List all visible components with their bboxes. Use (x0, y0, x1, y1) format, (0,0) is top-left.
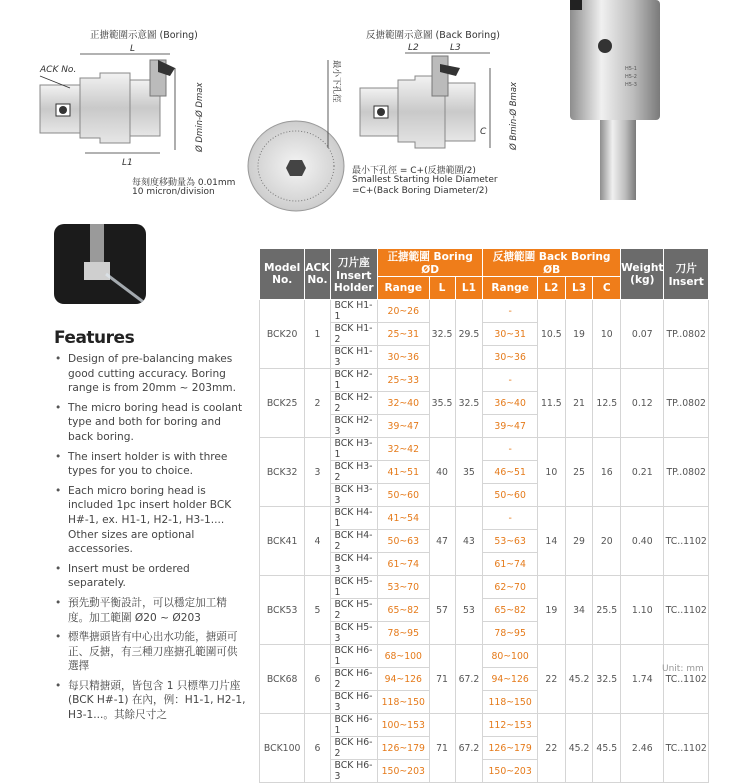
boring-range-cell: 78~95 (378, 622, 429, 645)
table-row (260, 645, 709, 668)
l2-cell: 19 (538, 576, 566, 645)
l3-cell: 45.2 (565, 645, 593, 714)
feature-item: • Insert must be ordered separately. (54, 562, 246, 591)
boring-range-cell: 32~42 (378, 438, 429, 461)
back-range-cell: 112~153 (483, 714, 538, 737)
l2-cell: 22 (538, 645, 566, 714)
boring-range-cell: 25~33 (378, 369, 429, 392)
back-range-cell: 30~31 (483, 323, 538, 346)
model-cell: BCK20 (260, 300, 305, 369)
back-range-cell: 118~150 (483, 691, 538, 714)
holder-cell: BCK H4-1 (330, 507, 378, 530)
ack-no-label: ACK No. (40, 65, 77, 75)
l-cell: 47 (429, 507, 455, 576)
feature-item: • Each micro boring head is included 1pc insert holder BCK H#-1, ex. H1-1, H2-1, H3-1.... Other sizes are optional accessories. (54, 484, 246, 557)
boring-range-cell: 100~153 (378, 714, 429, 737)
holder-cell: BCK H3-1 (330, 438, 378, 461)
header-ack: ACK No. (305, 249, 330, 300)
formula-zh: 最小下孔徑 = C+(反搪範圍/2) (352, 166, 476, 176)
weight-cell: 0.07 (621, 300, 664, 369)
boring-diagram-title: 正搪範圍示意圖 (Boring) (90, 30, 198, 41)
ack-cell: 6 (305, 714, 330, 783)
weight-cell: 1.74 (621, 645, 664, 714)
ack-cell: 5 (305, 576, 330, 645)
l1-cell: 32.5 (455, 369, 483, 438)
l3-label: L3 (450, 43, 461, 53)
feature-item: • 每只精搪頭，皆包含 1 只標準刀片座 (BCK H#-1) 在內，例：H1-1, H2-1, H3-1...。其餘尺寸之 (54, 679, 246, 723)
back-range-cell: - (483, 300, 538, 323)
insert-cell: TC..1102 (664, 507, 709, 576)
l-cell: 71 (429, 714, 455, 783)
l3-cell: 25 (565, 438, 593, 507)
header-range: Range (378, 277, 429, 300)
holder-cell: BCK H1-1 (330, 300, 378, 323)
back-range-cell: 80~100 (483, 645, 538, 668)
table-row (260, 300, 709, 323)
ack-cell: 3 (305, 438, 330, 507)
header-back-boring-group: 反搪範圍 Back Boring ØB (483, 249, 621, 277)
back-range-cell: 94~126 (483, 668, 538, 691)
l-cell: 32.5 (429, 300, 455, 369)
formula-en-1: Smallest Starting Hole Diameter (352, 175, 498, 185)
l1-cell: 67.2 (455, 714, 483, 783)
back-range-cell: 36~40 (483, 392, 538, 415)
unit-note: Unit: mm (662, 664, 704, 674)
svg-text:H5-1: H5-1 (625, 66, 637, 72)
l2-cell: 14 (538, 507, 566, 576)
back-range-cell: 39~47 (483, 415, 538, 438)
table-row (260, 369, 709, 392)
holder-cell: BCK H2-3 (330, 415, 378, 438)
l3-cell: 29 (565, 507, 593, 576)
header-l: L (429, 277, 455, 300)
boring-range-cell: 20~26 (378, 300, 429, 323)
boring-range-cell: 41~54 (378, 507, 429, 530)
weight-cell: 0.40 (621, 507, 664, 576)
back-range-cell: - (483, 507, 538, 530)
model-cell: BCK68 (260, 645, 305, 714)
features-title: Features (54, 328, 135, 348)
holder-cell: BCK H4-2 (330, 530, 378, 553)
holder-cell: BCK H3-3 (330, 484, 378, 507)
ack-cell: 4 (305, 507, 330, 576)
boring-range-cell: 126~179 (378, 737, 429, 760)
holder-cell: BCK H2-2 (330, 392, 378, 415)
feature-item: • The micro boring head is coolant type and both for boring and back boring. (54, 401, 246, 445)
holder-cell: BCK H5-1 (330, 576, 378, 599)
c-cell: 10 (593, 300, 621, 369)
formula-en-2: =C+(Back Boring Diameter/2) (352, 186, 489, 196)
back-range-cell: - (483, 438, 538, 461)
weight-cell: 0.12 (621, 369, 664, 438)
holder-cell: BCK H6-2 (330, 737, 378, 760)
table-row (260, 507, 709, 530)
table-row (260, 714, 709, 737)
holder-cell: BCK H6-1 (330, 645, 378, 668)
c-cell: 20 (593, 507, 621, 576)
ack-cell: 6 (305, 645, 330, 714)
header-model: Model No. (260, 249, 305, 300)
holder-cell: BCK H5-2 (330, 599, 378, 622)
l1-cell: 35 (455, 438, 483, 507)
boring-head-photo (545, 0, 680, 210)
header-insert: 刀片 Insert (664, 249, 709, 300)
model-cell: BCK53 (260, 576, 305, 645)
insert-cell: TP..0802 (664, 300, 709, 369)
header-l2: L2 (538, 277, 566, 300)
c-cell: 16 (593, 438, 621, 507)
weight-cell: 2.46 (621, 714, 664, 783)
header-c: C (593, 277, 621, 300)
l2-cell: 10.5 (538, 300, 566, 369)
l1-cell: 53 (455, 576, 483, 645)
boring-range-cell: 65~82 (378, 599, 429, 622)
c-cell: 25.5 (593, 576, 621, 645)
boring-range-cell: 30~36 (378, 346, 429, 369)
boring-diagram (30, 40, 250, 190)
l2-label: L2 (408, 43, 419, 53)
l-cell: 71 (429, 645, 455, 714)
model-cell: BCK25 (260, 369, 305, 438)
back-boring-diagram (320, 38, 530, 158)
back-range-cell: 65~82 (483, 599, 538, 622)
c-cell: 32.5 (593, 645, 621, 714)
boring-dim-label: Ø Dmin-Ø Dmax (195, 82, 205, 152)
insert-cell: TC..1102 (664, 576, 709, 645)
features-list (54, 352, 246, 728)
insert-cell: TC..1102 (664, 714, 709, 783)
back-range-cell: 126~179 (483, 737, 538, 760)
back-range-cell: 46~51 (483, 461, 538, 484)
l1-cell: 29.5 (455, 300, 483, 369)
feature-item: • The insert holder is with three types for you to choice. (54, 450, 246, 479)
header-weight: Weight (kg) (621, 249, 664, 300)
coolant-inset-photo (54, 224, 146, 304)
feature-item: • 標準搪頭皆有中心出水功能，搪頭可正、反搪，有三種刀座搪孔範圍可供選擇 (54, 630, 246, 674)
boring-range-cell: 32~40 (378, 392, 429, 415)
holder-cell: BCK H6-3 (330, 760, 378, 783)
back-range-cell: 62~70 (483, 576, 538, 599)
boring-range-cell: 150~203 (378, 760, 429, 783)
l-cell: 35.5 (429, 369, 455, 438)
back-range-cell: - (483, 369, 538, 392)
header-l3: L3 (565, 277, 593, 300)
l-cell: 57 (429, 576, 455, 645)
model-cell: BCK100 (260, 714, 305, 783)
holder-cell: BCK H5-3 (330, 622, 378, 645)
holder-cell: BCK H1-2 (330, 323, 378, 346)
boring-range-cell: 61~74 (378, 553, 429, 576)
dial-note-zh: 每刻度移動量為 0.01mm (132, 178, 236, 188)
header-range-back: Range (483, 277, 538, 300)
back-dim-label: Ø Bmin-Ø Bmax (509, 81, 519, 150)
ack-cell: 2 (305, 369, 330, 438)
boring-range-cell: 39~47 (378, 415, 429, 438)
l2-cell: 10 (538, 438, 566, 507)
l3-cell: 34 (565, 576, 593, 645)
weight-cell: 0.21 (621, 438, 664, 507)
l3-cell: 45.2 (565, 714, 593, 783)
spec-table (259, 248, 709, 783)
c-cell: 45.5 (593, 714, 621, 783)
weight-cell: 1.10 (621, 576, 664, 645)
boring-range-cell: 25~31 (378, 323, 429, 346)
insert-cell: TP..0802 (664, 369, 709, 438)
header-holder: 刀片座 Insert Holder (330, 249, 378, 300)
table-row (260, 438, 709, 461)
l2-cell: 11.5 (538, 369, 566, 438)
boring-range-cell: 50~60 (378, 484, 429, 507)
back-range-cell: 53~63 (483, 530, 538, 553)
holder-cell: BCK H2-1 (330, 369, 378, 392)
back-range-cell: 61~74 (483, 553, 538, 576)
l1-cell: 43 (455, 507, 483, 576)
holder-cell: BCK H3-2 (330, 461, 378, 484)
l2-cell: 22 (538, 714, 566, 783)
boring-l1-label: L1 (122, 158, 133, 168)
table-row (260, 576, 709, 599)
model-cell: BCK32 (260, 438, 305, 507)
back-range-cell: 50~60 (483, 484, 538, 507)
l3-cell: 19 (565, 300, 593, 369)
c-cell: 12.5 (593, 369, 621, 438)
feature-item: • 預先動平衡設計，可以穩定加工精度。加工範圍 Ø20 ~ Ø203 (54, 596, 246, 625)
header-boring-group: 正搪範圍 Boring ØD (378, 249, 483, 277)
insert-cell: TP..0802 (664, 438, 709, 507)
header-l1: L1 (455, 277, 483, 300)
l-cell: 40 (429, 438, 455, 507)
boring-range-cell: 50~63 (378, 530, 429, 553)
boring-range-cell: 41~51 (378, 461, 429, 484)
holder-cell: BCK H6-3 (330, 691, 378, 714)
l3-cell: 21 (565, 369, 593, 438)
svg-text:H5-3: H5-3 (625, 82, 637, 88)
feature-item: • Design of pre-balancing makes good cutting accuracy. Boring range is from 20mm ~ 203mm. (54, 352, 246, 396)
back-range-cell: 78~95 (483, 622, 538, 645)
svg-text:H5-2: H5-2 (625, 74, 637, 80)
ack-cell: 1 (305, 300, 330, 369)
l1-cell: 67.2 (455, 645, 483, 714)
boring-range-cell: 118~150 (378, 691, 429, 714)
holder-cell: BCK H6-1 (330, 714, 378, 737)
model-cell: BCK41 (260, 507, 305, 576)
insert-cell: TC..1102 (664, 645, 709, 714)
back-range-cell: 150~203 (483, 760, 538, 783)
dial-note-en: 10 micron/division (132, 187, 215, 197)
holder-cell: BCK H6-2 (330, 668, 378, 691)
back-range-cell: 30~36 (483, 346, 538, 369)
holder-cell: BCK H1-3 (330, 346, 378, 369)
boring-range-cell: 94~126 (378, 668, 429, 691)
boring-range-cell: 68~100 (378, 645, 429, 668)
min-hole-vertical-label: 最小下孔徑 (331, 60, 341, 103)
back-boring-diagram-title: 反搪範圍示意圖 (Back Boring) (366, 30, 500, 41)
boring-l-label: L (130, 44, 136, 54)
boring-range-cell: 53~70 (378, 576, 429, 599)
c-label: C (480, 127, 487, 137)
holder-cell: BCK H4-3 (330, 553, 378, 576)
